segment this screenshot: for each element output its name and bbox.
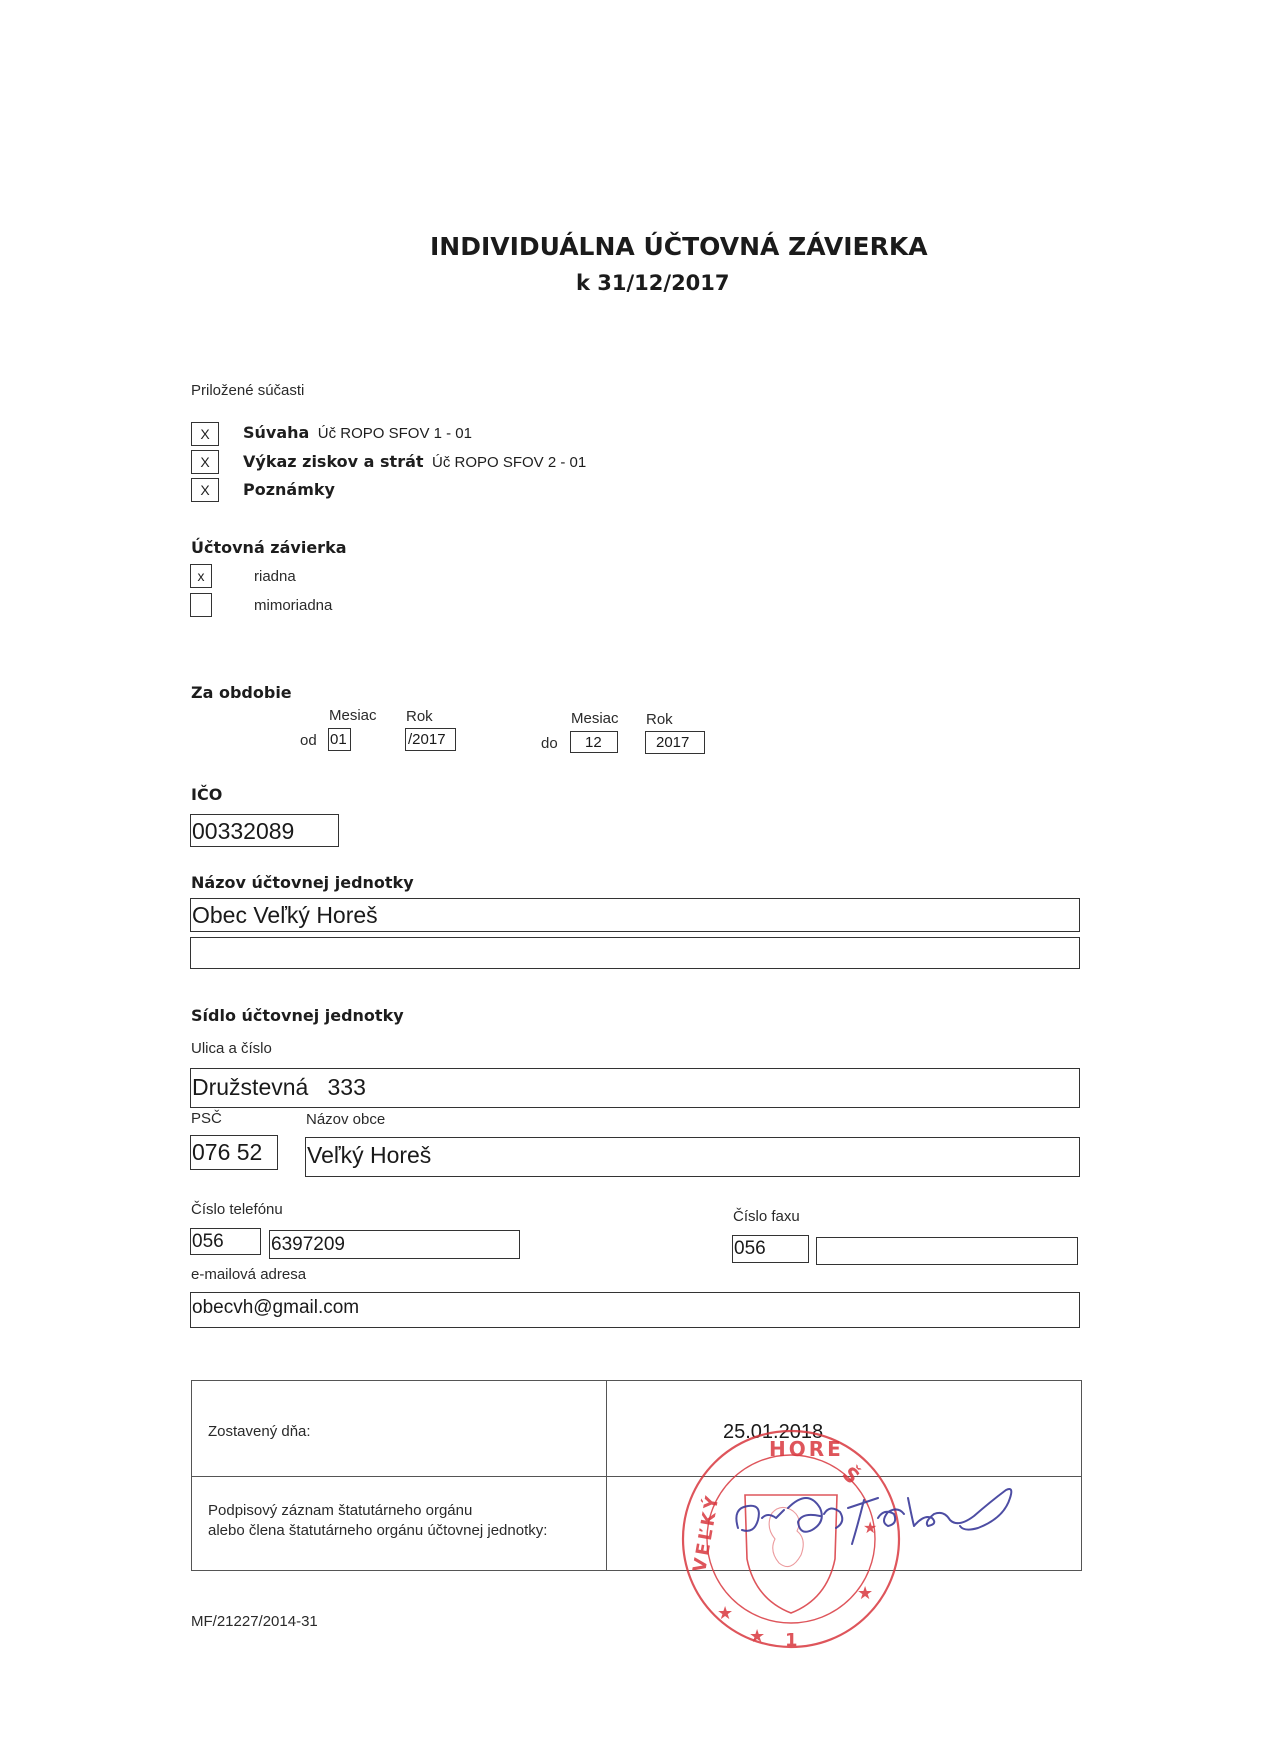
svg-text:★: ★ xyxy=(863,1518,878,1537)
fax-label: Číslo faxu xyxy=(733,1208,800,1225)
entity-name-field-1[interactable] xyxy=(190,898,1080,932)
attachment-vykaz-code: Úč ROPO SFOV 2 - 01 xyxy=(431,454,587,471)
ico-value: 00332089 xyxy=(192,818,295,844)
psc-label: PSČ xyxy=(191,1110,222,1127)
ico-label: IČO xyxy=(191,785,223,804)
attachment-suvaha-code: Úč ROPO SFOV 1 - 01 xyxy=(317,425,472,442)
document-reference: MF/21227/2014-31 xyxy=(191,1613,318,1630)
document-date: k 31/12/2017 xyxy=(576,271,730,295)
attachment-poznamky-bold: Poznámky xyxy=(243,480,335,499)
to-month-field[interactable] xyxy=(570,731,618,753)
phone-prefix-value: 056 xyxy=(192,1231,224,1252)
svg-text:Š: Š xyxy=(837,1461,865,1489)
ico-field[interactable] xyxy=(190,814,339,847)
street-field[interactable] xyxy=(190,1068,1080,1108)
attachment-vykaz-bold: Výkaz ziskov a strát xyxy=(243,452,424,471)
svg-text:HORE: HORE xyxy=(769,1437,844,1461)
from-year-label: Rok xyxy=(406,708,433,725)
compiled-date-value: 25.01.2018 xyxy=(723,1421,824,1443)
svg-text:1: 1 xyxy=(785,1630,798,1651)
address-heading: Sídlo účtovnej jednotky xyxy=(191,1006,404,1025)
signature-label-line-1: Podpisový záznam štatutárneho orgánu xyxy=(208,1502,473,1519)
street-value: Družstevná 333 xyxy=(192,1074,366,1100)
city-label: Názov obce xyxy=(306,1111,386,1128)
handwritten-signature xyxy=(728,1478,1018,1558)
from-year-field[interactable] xyxy=(405,728,456,751)
to-label: do xyxy=(541,735,558,752)
from-month-value: 01 xyxy=(330,731,347,748)
fax-number-field[interactable] xyxy=(816,1237,1078,1265)
fax-prefix-value: 056 xyxy=(734,1238,766,1259)
phone-number-value: 6397209 xyxy=(271,1234,345,1255)
option-riadna-label: riadna xyxy=(254,568,296,585)
svg-text:★: ★ xyxy=(857,1583,874,1604)
svg-text:★: ★ xyxy=(749,1626,766,1647)
to-year-label: Rok xyxy=(646,711,673,728)
option-mimoriadna-label: mimoriadna xyxy=(254,597,333,614)
checkbox-vykaz[interactable]: X xyxy=(191,450,219,474)
statement-type-heading: Účtovná závierka xyxy=(191,538,347,557)
checkbox-suvaha[interactable]: X xyxy=(191,422,219,446)
email-label: e-mailová adresa xyxy=(191,1266,307,1283)
signature-label-line-2: alebo člena štatutárneho orgánu účtovnej jednotky: xyxy=(208,1522,548,1539)
entity-name-field-2[interactable] xyxy=(190,937,1080,969)
psc-value: 076 52 xyxy=(192,1139,263,1165)
phone-number-field[interactable] xyxy=(269,1230,520,1259)
city-value: Veľký Horeš xyxy=(307,1142,432,1168)
document-title: INDIVIDUÁLNA ÚČTOVNÁ ZÁVIERKA xyxy=(430,232,928,261)
street-label: Ulica a číslo xyxy=(191,1040,272,1057)
attachment-suvaha xyxy=(243,423,472,443)
compiled-date-label: Zostavený dňa: xyxy=(208,1423,311,1440)
svg-text:VEĽKÝ: VEĽKÝ xyxy=(689,1491,724,1574)
from-label: od xyxy=(300,732,317,749)
fax-prefix-field[interactable] xyxy=(732,1235,809,1263)
checkbox-poznamky[interactable]: X xyxy=(191,478,219,502)
svg-text:★: ★ xyxy=(717,1603,734,1624)
from-year-value: /2017 xyxy=(408,731,446,748)
to-year-field[interactable] xyxy=(645,731,705,754)
email-field[interactable] xyxy=(190,1292,1080,1328)
psc-field[interactable] xyxy=(190,1135,278,1170)
entity-name-label: Názov účtovnej jednotky xyxy=(191,873,414,892)
entity-name-value-1: Obec Veľký Horeš xyxy=(192,902,378,928)
period-heading: Za obdobie xyxy=(191,683,292,702)
attachment-suvaha-bold: Súvaha xyxy=(243,423,310,442)
signature-icon xyxy=(728,1478,1018,1558)
to-month-value: 12 xyxy=(585,734,602,751)
phone-prefix-field[interactable] xyxy=(190,1228,261,1255)
from-month-label: Mesiac xyxy=(329,707,377,724)
attachments-heading: Priložené súčasti xyxy=(191,382,305,399)
checkbox-mimoriadna[interactable] xyxy=(190,593,212,617)
from-month-field[interactable] xyxy=(328,728,351,751)
to-month-label: Mesiac xyxy=(571,710,619,727)
phone-label: Číslo telefónu xyxy=(191,1201,283,1218)
city-field[interactable] xyxy=(305,1137,1080,1177)
checkbox-riadna[interactable]: x xyxy=(190,564,212,588)
to-year-value: 2017 xyxy=(656,734,690,751)
email-value: obecvh@gmail.com xyxy=(192,1297,360,1318)
attachment-poznamky xyxy=(243,480,335,500)
attachment-vykaz xyxy=(243,452,586,472)
